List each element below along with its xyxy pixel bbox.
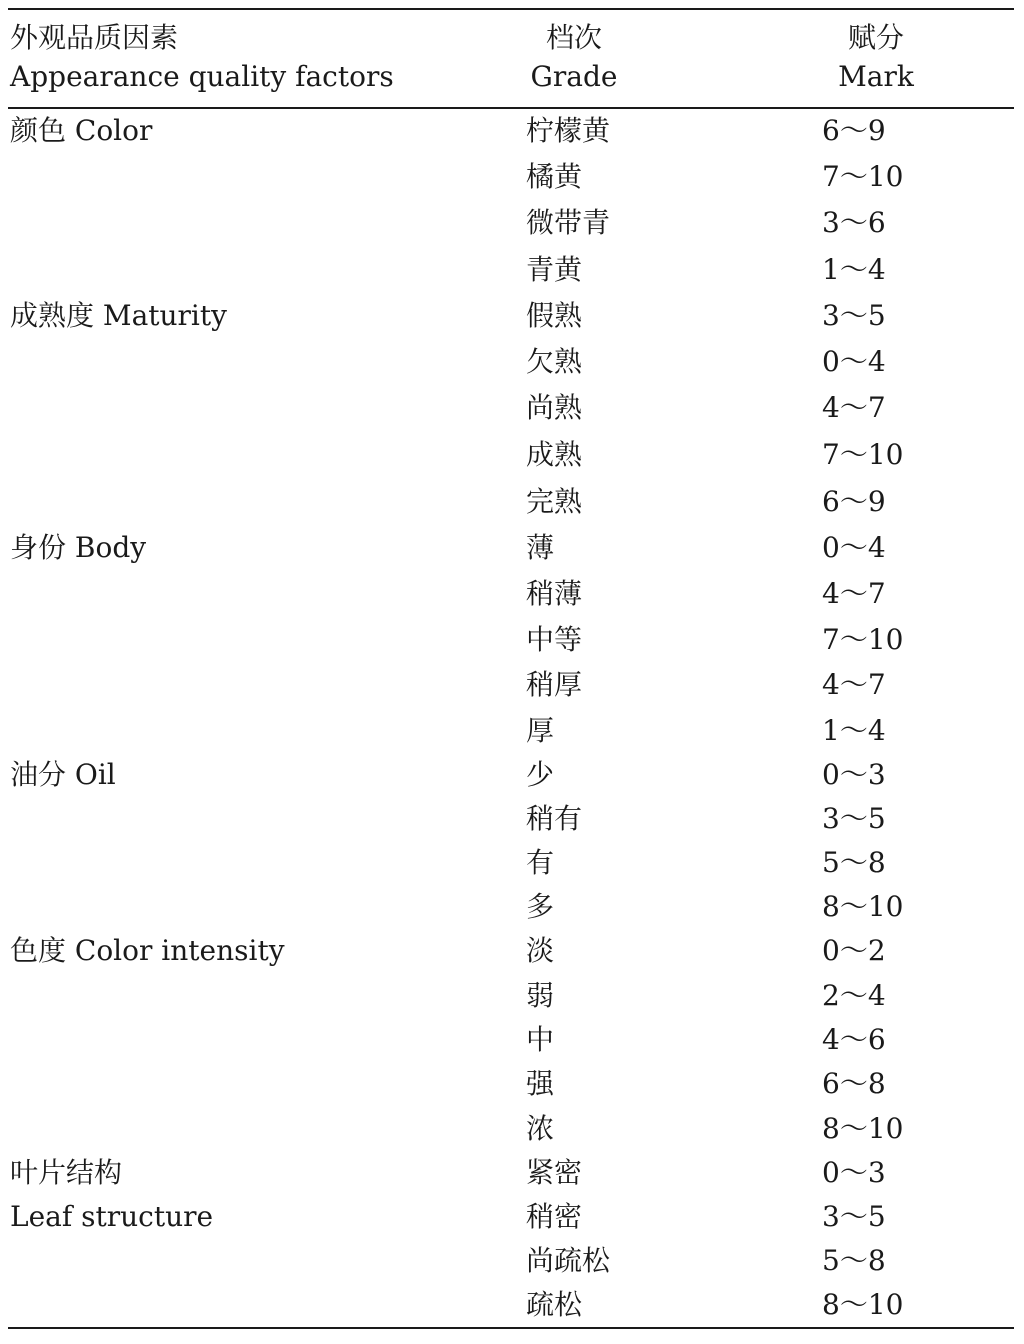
factor-label-en: Leaf structure <box>10 1200 214 1233</box>
grade-cell: 柠檬黄 <box>526 114 611 147</box>
mark-cell: 6～8 <box>822 1067 886 1100</box>
grade-cell: 稍薄 <box>526 577 583 610</box>
grade-cell: 稍厚 <box>526 668 583 701</box>
mark-cell: 3～5 <box>822 1200 886 1233</box>
factor-label: 身份 Body <box>10 531 147 564</box>
grade-cell: 欠熟 <box>526 345 583 378</box>
grade-cell: 尚疏松 <box>526 1244 611 1277</box>
grade-cell: 微带青 <box>526 206 611 239</box>
factor-label: 色度 Color intensity <box>10 934 285 967</box>
grade-cell: 淡 <box>526 934 555 967</box>
mark-cell: 8～10 <box>822 1288 904 1321</box>
mark-cell: 7～10 <box>822 160 904 193</box>
grade-cell: 橘黄 <box>526 160 583 193</box>
grade-cell: 少 <box>526 758 555 791</box>
mark-cell: 2～4 <box>822 979 886 1012</box>
mark-cell: 3～6 <box>822 206 886 239</box>
factor-label: 成熟度 Maturity <box>10 299 227 332</box>
mark-cell: 0～4 <box>822 531 886 564</box>
grade-cell: 尚熟 <box>526 391 583 424</box>
mark-cell: 4～6 <box>822 1023 886 1056</box>
factor-label: 油分 Oil <box>10 758 116 791</box>
mark-cell: 0～4 <box>822 345 886 378</box>
mark-cell: 6～9 <box>822 114 886 147</box>
mark-cell: 0～3 <box>822 1156 886 1189</box>
mark-cell: 0～2 <box>822 934 886 967</box>
header-grade-en: Grade <box>530 60 618 93</box>
mark-cell: 5～8 <box>822 846 886 879</box>
grade-cell: 疏松 <box>526 1288 583 1321</box>
factor-label: 颜色 Color <box>10 114 153 147</box>
grade-cell: 有 <box>526 846 555 879</box>
mark-cell: 5～8 <box>822 1244 886 1277</box>
grade-cell: 青黄 <box>526 253 583 286</box>
grade-cell: 成熟 <box>526 438 583 471</box>
mark-cell: 4～7 <box>822 577 886 610</box>
mark-cell: 8～10 <box>822 890 904 923</box>
grade-cell: 中 <box>526 1023 555 1056</box>
mark-cell: 0～3 <box>822 758 886 791</box>
grade-cell: 强 <box>526 1067 555 1100</box>
table-bottom-rule <box>8 1327 1014 1329</box>
table-top-rule <box>8 8 1014 10</box>
header-mark-cn: 赋分 <box>847 21 905 54</box>
header-grade-cn: 档次 <box>545 21 603 54</box>
grade-cell: 多 <box>526 890 555 923</box>
mark-cell: 4～7 <box>822 391 886 424</box>
mark-cell: 7～10 <box>822 438 904 471</box>
mark-cell: 6～9 <box>822 485 886 518</box>
table-header-rule <box>8 107 1014 109</box>
grade-cell: 紧密 <box>526 1156 583 1189</box>
mark-cell: 1～4 <box>822 253 886 286</box>
grade-cell: 浓 <box>526 1112 555 1145</box>
grade-cell: 薄 <box>526 531 555 564</box>
mark-cell: 7～10 <box>822 623 904 656</box>
grade-cell: 稍密 <box>526 1200 583 1233</box>
grade-cell: 厚 <box>526 714 555 747</box>
mark-cell: 1～4 <box>822 714 886 747</box>
mark-cell: 3～5 <box>822 802 886 835</box>
grade-cell: 稍有 <box>526 802 583 835</box>
mark-cell: 3～5 <box>822 299 886 332</box>
mark-cell: 4～7 <box>822 668 886 701</box>
header-factor-en: Appearance quality factors <box>10 60 394 93</box>
mark-cell: 8～10 <box>822 1112 904 1145</box>
grade-cell: 中等 <box>526 623 583 656</box>
header-mark-en: Mark <box>838 60 914 93</box>
grade-cell: 弱 <box>526 979 555 1012</box>
header-factor-cn: 外观品质因素 <box>10 21 179 54</box>
grade-cell: 假熟 <box>526 299 583 332</box>
factor-label: 叶片结构 <box>10 1156 123 1189</box>
grade-cell: 完熟 <box>526 485 583 518</box>
